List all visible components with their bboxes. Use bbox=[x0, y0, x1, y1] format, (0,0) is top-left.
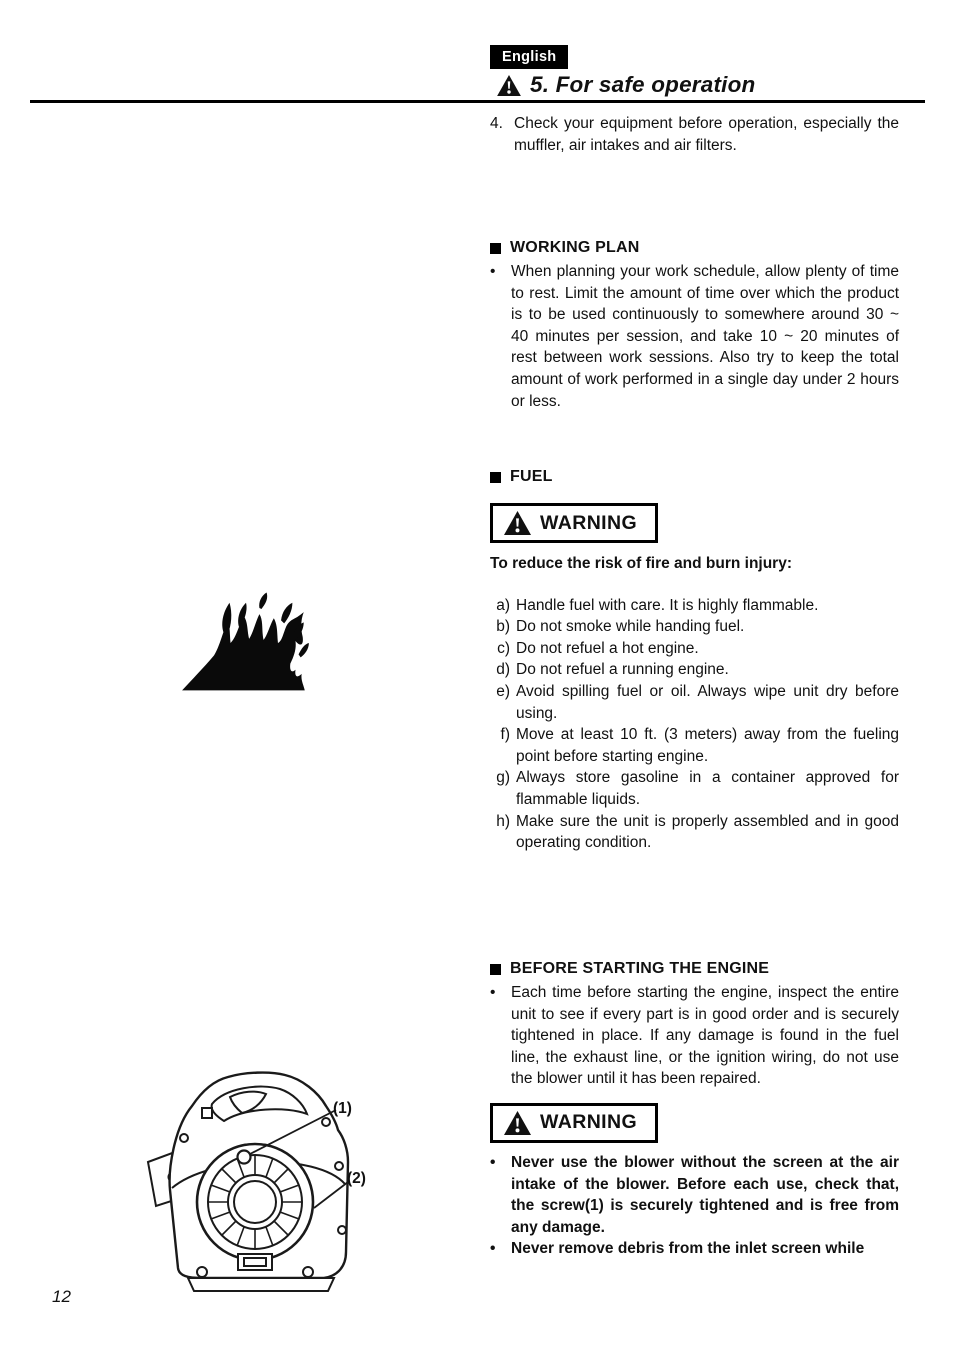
item-text: Do not smoke while handing fuel. bbox=[516, 618, 745, 636]
bullet-glyph: • bbox=[490, 984, 496, 1001]
working-plan-section bbox=[490, 239, 899, 412]
list-item bbox=[490, 681, 899, 724]
section-heading bbox=[490, 960, 899, 978]
list-item bbox=[490, 659, 899, 681]
item-text: Always store gasoline in a container approved for flammable liquids. bbox=[516, 769, 899, 808]
page-title-row bbox=[497, 72, 756, 98]
item-letter: e) bbox=[496, 682, 510, 700]
warning-intro: To reduce the risk of fire and burn injury: bbox=[490, 555, 793, 572]
bullet-glyph: • bbox=[490, 1240, 496, 1258]
item-text: Check your equipment before operation, especially the muffler, air intakes and air filters. bbox=[514, 115, 899, 154]
list-item bbox=[490, 724, 899, 767]
section-marker-icon bbox=[490, 964, 501, 975]
page-title: 5. For safe operation bbox=[530, 72, 756, 97]
item-letter: a) bbox=[496, 596, 510, 614]
warning-bullet bbox=[490, 1152, 899, 1238]
before-starting-section bbox=[490, 960, 899, 1260]
bullet-glyph: • bbox=[490, 263, 496, 280]
item-letter: d) bbox=[496, 661, 510, 679]
item-letter: f) bbox=[500, 726, 510, 744]
item-letter: b) bbox=[496, 618, 510, 636]
bullet-text: When planning your work schedule, allow plenty of time to rest. Limit the amount of time over which the product is to be used continuously to somewhere around 30 ~ 40 minutes per session, and take 10 ~ 20 minutes of rest between work sessions. Also try to keep the total amount of work performed in a single day under 2 hours or less. bbox=[511, 263, 899, 410]
flame-pictogram bbox=[179, 591, 313, 695]
warning-box bbox=[490, 503, 658, 543]
warning-label: WARNING bbox=[540, 511, 638, 534]
item-letter: h) bbox=[496, 812, 510, 830]
bullet-item bbox=[490, 982, 899, 1090]
language-badge: English bbox=[490, 45, 568, 69]
warning-bullet-text: Never remove debris from the inlet screen while bbox=[511, 1240, 865, 1258]
intro-section bbox=[490, 113, 899, 156]
list-item bbox=[490, 767, 899, 810]
section-heading-text: FUEL bbox=[510, 468, 553, 485]
warning-label: WARNING bbox=[540, 1111, 638, 1134]
section-marker-icon bbox=[490, 243, 501, 254]
item-text: Move at least 10 ft. (3 meters) away from the fueling point before starting engine. bbox=[516, 726, 899, 765]
fuel-section bbox=[490, 468, 899, 854]
item-number: 4. bbox=[490, 115, 503, 132]
list-item bbox=[490, 638, 899, 660]
item-letter: c) bbox=[497, 639, 510, 657]
bullet-glyph: • bbox=[490, 1153, 496, 1171]
figure-callout-1: (1) bbox=[333, 1100, 352, 1117]
warning-triangle-icon bbox=[504, 1111, 531, 1135]
section-marker-icon bbox=[490, 472, 501, 483]
section-heading-text: BEFORE STARTING THE ENGINE bbox=[510, 960, 770, 977]
item-text: Avoid spilling fuel or oil. Always wipe unit dry before using. bbox=[516, 682, 899, 722]
figure-callout-2: (2) bbox=[347, 1170, 366, 1187]
warning-box bbox=[490, 1103, 658, 1143]
item-letter: g) bbox=[496, 769, 510, 787]
warning-triangle-icon bbox=[504, 511, 531, 535]
warning-bullet-list bbox=[490, 1152, 899, 1260]
item-text: Make sure the unit is properly assembled and in good operating condition. bbox=[516, 812, 899, 852]
bullet-item bbox=[490, 261, 899, 412]
bullet-text: Each time before starting the engine, inspect the entire unit to see if every part is in good order and is securely tightened in place. If any damage is found in the fuel line, the exhaust line, or the ignition wiring, do not use the blower until it has been repaired. bbox=[511, 984, 899, 1088]
list-item bbox=[490, 811, 899, 854]
warning-bullet bbox=[490, 1238, 899, 1260]
section-heading-text: WORKING PLAN bbox=[510, 239, 640, 256]
item-text: Do not refuel a running engine. bbox=[516, 661, 729, 679]
page-number: 12 bbox=[52, 1287, 71, 1306]
warning-bullet-text: Never use the blower without the screen at the air intake of the blower. Before each use, check that, the screw(1) is securely tightened and is free from any damage. bbox=[511, 1153, 899, 1236]
list-item bbox=[490, 616, 899, 638]
header-rule bbox=[30, 100, 925, 103]
section-heading bbox=[490, 239, 899, 257]
item-text: Handle fuel with care. It is highly flammable. bbox=[516, 596, 819, 614]
list-item bbox=[490, 595, 899, 617]
section-heading bbox=[490, 468, 899, 486]
lettered-list bbox=[490, 595, 899, 854]
warning-triangle-icon bbox=[497, 75, 521, 96]
numbered-item bbox=[490, 113, 899, 156]
item-text: Do not refuel a hot engine. bbox=[516, 639, 699, 657]
